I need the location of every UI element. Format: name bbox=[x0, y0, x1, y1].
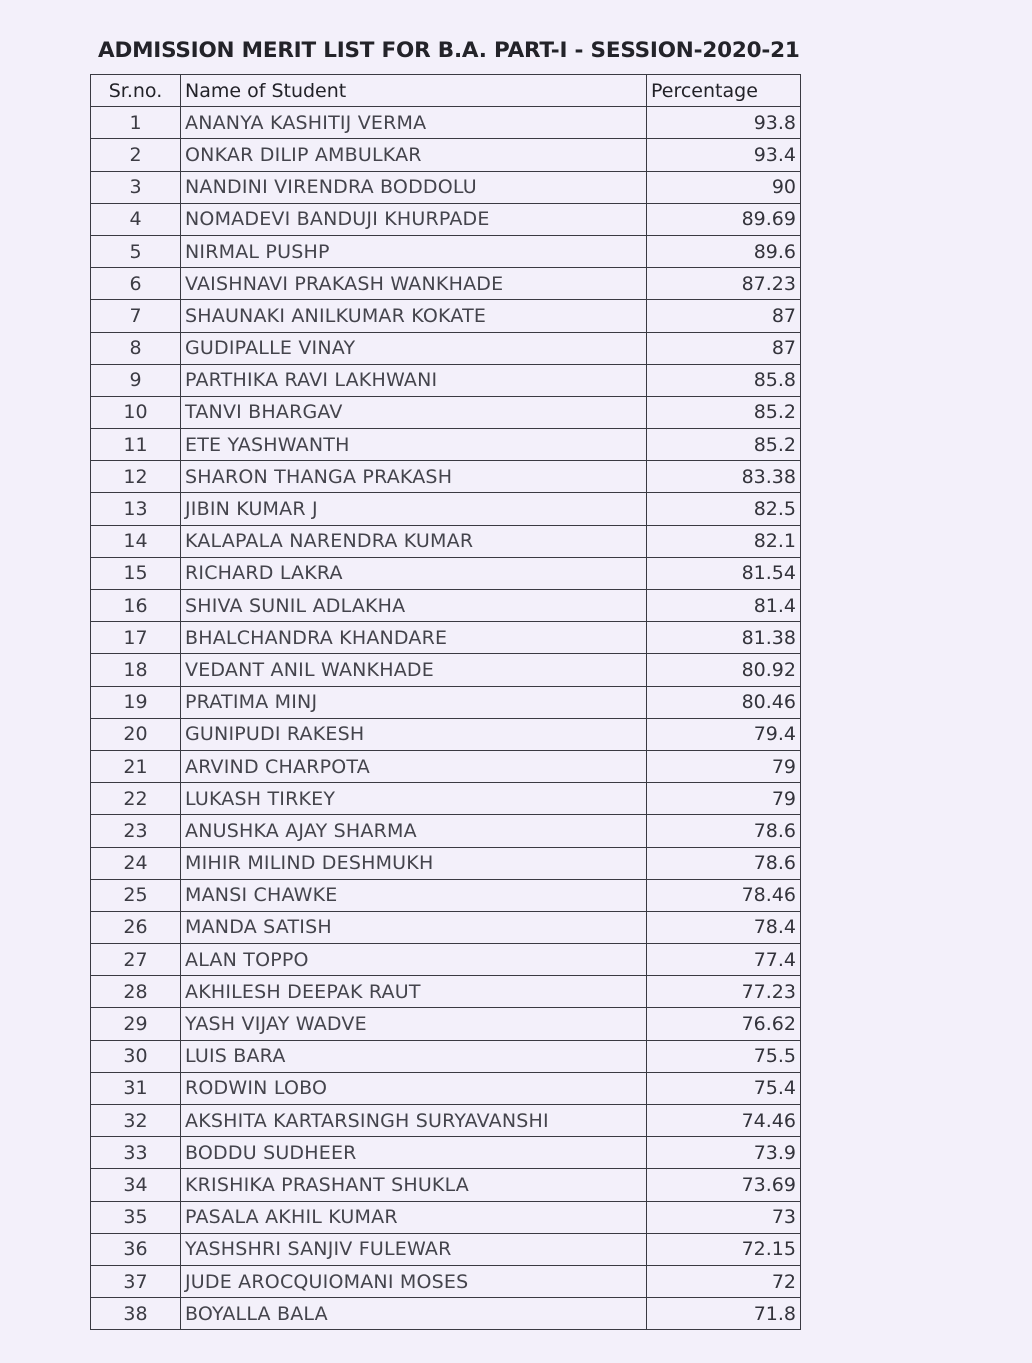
table-row bbox=[91, 654, 801, 686]
percentage-cell: 75.4 bbox=[647, 1072, 801, 1104]
sr-no-cell: 12 bbox=[91, 461, 181, 493]
sr-no-cell: 1 bbox=[91, 107, 181, 139]
table-row bbox=[91, 1298, 801, 1330]
percentage-cell: 80.92 bbox=[647, 654, 801, 686]
table-header-row bbox=[91, 75, 801, 107]
sr-no-cell: 14 bbox=[91, 525, 181, 557]
percentage-cell: 85.2 bbox=[647, 429, 801, 461]
table-row bbox=[91, 879, 801, 911]
student-name-cell: ANANYA KASHITIJ VERMA bbox=[181, 107, 647, 139]
percentage-cell: 78.46 bbox=[647, 879, 801, 911]
table-row bbox=[91, 203, 801, 235]
sr-no-cell: 38 bbox=[91, 1298, 181, 1330]
student-name-cell: SHIVA SUNIL ADLAKHA bbox=[181, 590, 647, 622]
percentage-cell: 71.8 bbox=[647, 1298, 801, 1330]
sr-no-cell: 35 bbox=[91, 1201, 181, 1233]
percentage-cell: 73.9 bbox=[647, 1137, 801, 1169]
table-row bbox=[91, 557, 801, 589]
student-name-cell: ETE YASHWANTH bbox=[181, 429, 647, 461]
student-name-cell: ONKAR DILIP AMBULKAR bbox=[181, 139, 647, 171]
percentage-cell: 82.1 bbox=[647, 525, 801, 557]
table-row bbox=[91, 944, 801, 976]
percentage-cell: 79.4 bbox=[647, 718, 801, 750]
sr-no-cell: 2 bbox=[91, 139, 181, 171]
table-row bbox=[91, 1072, 801, 1104]
table-row bbox=[91, 1169, 801, 1201]
percentage-cell: 89.69 bbox=[647, 203, 801, 235]
percentage-cell: 81.4 bbox=[647, 590, 801, 622]
table-row bbox=[91, 268, 801, 300]
student-name-cell: PRATIMA MINJ bbox=[181, 686, 647, 718]
student-name-cell: MANSI CHAWKE bbox=[181, 879, 647, 911]
percentage-cell: 80.46 bbox=[647, 686, 801, 718]
table-row bbox=[91, 1137, 801, 1169]
table-row bbox=[91, 493, 801, 525]
student-name-cell: NIRMAL PUSHP bbox=[181, 235, 647, 267]
percentage-cell: 78.4 bbox=[647, 911, 801, 943]
sr-no-cell: 16 bbox=[91, 590, 181, 622]
percentage-cell: 83.38 bbox=[647, 461, 801, 493]
percentage-cell: 73 bbox=[647, 1201, 801, 1233]
sr-no-cell: 21 bbox=[91, 750, 181, 782]
student-name-cell: LUKASH TIRKEY bbox=[181, 783, 647, 815]
percentage-cell: 72.15 bbox=[647, 1233, 801, 1265]
document-title: ADMISSION MERIT LIST FOR B.A. PART-I - SESSION-2020-21 bbox=[98, 38, 800, 63]
student-name-cell: SHAUNAKI ANILKUMAR KOKATE bbox=[181, 300, 647, 332]
student-name-cell: AKSHITA KARTARSINGH SURYAVANSHI bbox=[181, 1105, 647, 1137]
table-row bbox=[91, 1201, 801, 1233]
sr-no-cell: 7 bbox=[91, 300, 181, 332]
percentage-cell: 79 bbox=[647, 750, 801, 782]
table-row bbox=[91, 364, 801, 396]
sr-no-cell: 34 bbox=[91, 1169, 181, 1201]
sr-no-cell: 18 bbox=[91, 654, 181, 686]
sr-no-cell: 13 bbox=[91, 493, 181, 525]
sr-no-cell: 17 bbox=[91, 622, 181, 654]
percentage-cell: 77.23 bbox=[647, 976, 801, 1008]
student-name-cell: JUDE AROCQUIOMANI MOSES bbox=[181, 1265, 647, 1297]
table-row bbox=[91, 718, 801, 750]
percentage-cell: 87 bbox=[647, 300, 801, 332]
percentage-cell: 82.5 bbox=[647, 493, 801, 525]
table-row bbox=[91, 171, 801, 203]
table-row bbox=[91, 1265, 801, 1297]
sr-no-cell: 19 bbox=[91, 686, 181, 718]
header-name: Name of Student bbox=[181, 75, 647, 107]
sr-no-cell: 32 bbox=[91, 1105, 181, 1137]
sr-no-cell: 24 bbox=[91, 847, 181, 879]
table-row bbox=[91, 461, 801, 493]
table-row bbox=[91, 590, 801, 622]
percentage-cell: 87 bbox=[647, 332, 801, 364]
sr-no-cell: 28 bbox=[91, 976, 181, 1008]
student-name-cell: YASHSHRI SANJIV FULEWAR bbox=[181, 1233, 647, 1265]
percentage-cell: 87.23 bbox=[647, 268, 801, 300]
percentage-cell: 79 bbox=[647, 783, 801, 815]
student-name-cell: GUDIPALLE VINAY bbox=[181, 332, 647, 364]
table-row bbox=[91, 429, 801, 461]
sr-no-cell: 4 bbox=[91, 203, 181, 235]
student-name-cell: BOYALLA BALA bbox=[181, 1298, 647, 1330]
sr-no-cell: 6 bbox=[91, 268, 181, 300]
sr-no-cell: 29 bbox=[91, 1008, 181, 1040]
student-name-cell: ALAN TOPPO bbox=[181, 944, 647, 976]
student-name-cell: BHALCHANDRA KHANDARE bbox=[181, 622, 647, 654]
student-name-cell: MANDA SATISH bbox=[181, 911, 647, 943]
percentage-cell: 89.6 bbox=[647, 235, 801, 267]
student-name-cell: LUIS BARA bbox=[181, 1040, 647, 1072]
table-row bbox=[91, 1105, 801, 1137]
table-row bbox=[91, 911, 801, 943]
sr-no-cell: 26 bbox=[91, 911, 181, 943]
sr-no-cell: 15 bbox=[91, 557, 181, 589]
sr-no-cell: 36 bbox=[91, 1233, 181, 1265]
percentage-cell: 93.4 bbox=[647, 139, 801, 171]
table-row bbox=[91, 686, 801, 718]
sr-no-cell: 22 bbox=[91, 783, 181, 815]
student-name-cell: RICHARD LAKRA bbox=[181, 557, 647, 589]
sr-no-cell: 11 bbox=[91, 429, 181, 461]
sr-no-cell: 27 bbox=[91, 944, 181, 976]
table-row bbox=[91, 396, 801, 428]
table-row bbox=[91, 139, 801, 171]
sr-no-cell: 37 bbox=[91, 1265, 181, 1297]
percentage-cell: 76.62 bbox=[647, 1008, 801, 1040]
student-name-cell: PASALA AKHIL KUMAR bbox=[181, 1201, 647, 1233]
sr-no-cell: 5 bbox=[91, 235, 181, 267]
student-name-cell: JIBIN KUMAR J bbox=[181, 493, 647, 525]
table-row bbox=[91, 1233, 801, 1265]
percentage-cell: 85.8 bbox=[647, 364, 801, 396]
sr-no-cell: 9 bbox=[91, 364, 181, 396]
percentage-cell: 75.5 bbox=[647, 1040, 801, 1072]
sr-no-cell: 31 bbox=[91, 1072, 181, 1104]
table-row bbox=[91, 750, 801, 782]
table-row bbox=[91, 332, 801, 364]
table-row bbox=[91, 525, 801, 557]
student-name-cell: TANVI BHARGAV bbox=[181, 396, 647, 428]
table-row bbox=[91, 622, 801, 654]
sr-no-cell: 25 bbox=[91, 879, 181, 911]
student-name-cell: NOMADEVI BANDUJI KHURPADE bbox=[181, 203, 647, 235]
student-name-cell: ARVIND CHARPOTA bbox=[181, 750, 647, 782]
percentage-cell: 77.4 bbox=[647, 944, 801, 976]
percentage-cell: 81.54 bbox=[647, 557, 801, 589]
student-name-cell: VEDANT ANIL WANKHADE bbox=[181, 654, 647, 686]
table-row bbox=[91, 1040, 801, 1072]
student-name-cell: YASH VIJAY WADVE bbox=[181, 1008, 647, 1040]
student-name-cell: NANDINI VIRENDRA BODDOLU bbox=[181, 171, 647, 203]
student-name-cell: ANUSHKA AJAY SHARMA bbox=[181, 815, 647, 847]
student-name-cell: BODDU SUDHEER bbox=[181, 1137, 647, 1169]
percentage-cell: 78.6 bbox=[647, 815, 801, 847]
table-row bbox=[91, 976, 801, 1008]
table-row bbox=[91, 1008, 801, 1040]
percentage-cell: 93.8 bbox=[647, 107, 801, 139]
table-row bbox=[91, 235, 801, 267]
student-name-cell: GUNIPUDI RAKESH bbox=[181, 718, 647, 750]
student-name-cell: KRISHIKA PRASHANT SHUKLA bbox=[181, 1169, 647, 1201]
student-name-cell: KALAPALA NARENDRA KUMAR bbox=[181, 525, 647, 557]
student-name-cell: AKHILESH DEEPAK RAUT bbox=[181, 976, 647, 1008]
percentage-cell: 85.2 bbox=[647, 396, 801, 428]
percentage-cell: 73.69 bbox=[647, 1169, 801, 1201]
table-row bbox=[91, 847, 801, 879]
sr-no-cell: 10 bbox=[91, 396, 181, 428]
sr-no-cell: 8 bbox=[91, 332, 181, 364]
sr-no-cell: 30 bbox=[91, 1040, 181, 1072]
header-sr-no: Sr.no. bbox=[91, 75, 181, 107]
merit-list-table bbox=[90, 74, 801, 1330]
header-percentage: Percentage bbox=[647, 75, 801, 107]
student-name-cell: MIHIR MILIND DESHMUKH bbox=[181, 847, 647, 879]
percentage-cell: 78.6 bbox=[647, 847, 801, 879]
percentage-cell: 81.38 bbox=[647, 622, 801, 654]
table-row bbox=[91, 300, 801, 332]
table-row bbox=[91, 783, 801, 815]
percentage-cell: 72 bbox=[647, 1265, 801, 1297]
percentage-cell: 74.46 bbox=[647, 1105, 801, 1137]
student-name-cell: VAISHNAVI PRAKASH WANKHADE bbox=[181, 268, 647, 300]
student-name-cell: SHARON THANGA PRAKASH bbox=[181, 461, 647, 493]
table-row bbox=[91, 107, 801, 139]
student-name-cell: PARTHIKA RAVI LAKHWANI bbox=[181, 364, 647, 396]
sr-no-cell: 3 bbox=[91, 171, 181, 203]
sr-no-cell: 33 bbox=[91, 1137, 181, 1169]
student-name-cell: RODWIN LOBO bbox=[181, 1072, 647, 1104]
sr-no-cell: 20 bbox=[91, 718, 181, 750]
table-row bbox=[91, 815, 801, 847]
percentage-cell: 90 bbox=[647, 171, 801, 203]
sr-no-cell: 23 bbox=[91, 815, 181, 847]
